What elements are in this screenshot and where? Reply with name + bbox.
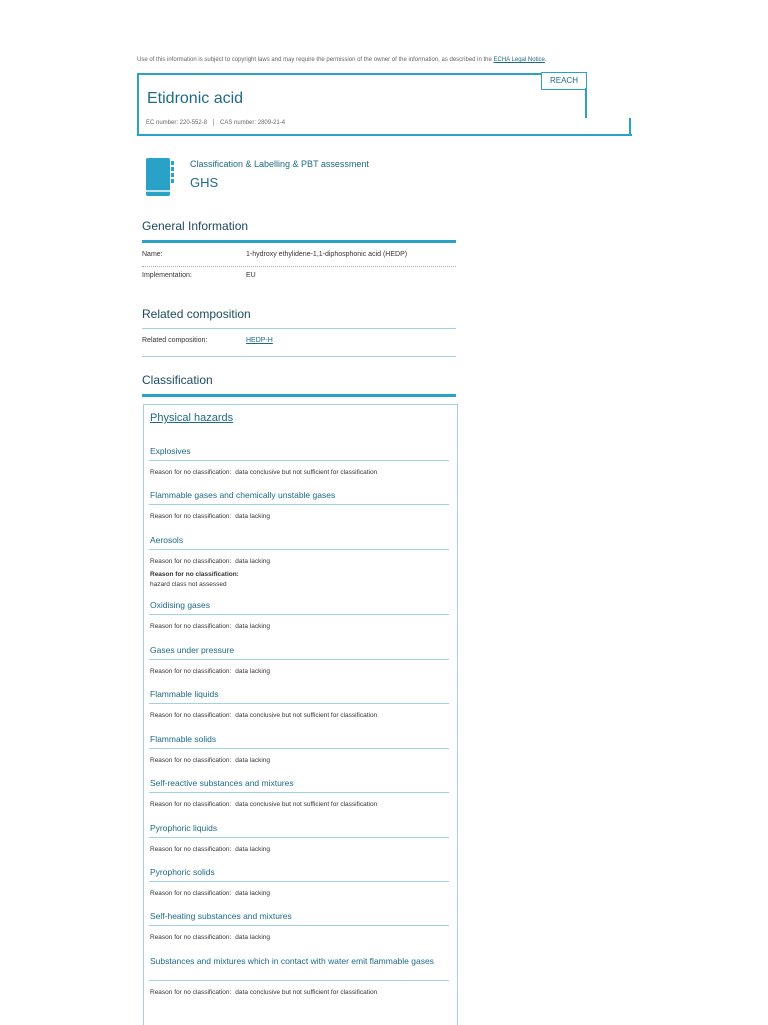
- related-composition-link[interactable]: HEDP-H: [246, 337, 273, 344]
- tab-connector-end: [629, 118, 631, 136]
- hazard-divider: [149, 460, 449, 461]
- extra-reason-label: Reason for no classification:: [150, 571, 239, 578]
- hazard-divider: [149, 980, 449, 981]
- notice-text: Use of this information is subject to copyright laws and may require the permission of the owner of the information, as described in the: [137, 57, 492, 63]
- hazard-reason: [150, 934, 270, 941]
- implementation-value: EU: [246, 272, 256, 279]
- reason-value: data conclusive but not sufficient for classification: [235, 712, 378, 719]
- hazard-reason: [150, 712, 377, 719]
- reason-value: data lacking: [235, 558, 270, 565]
- hazard-divider: [149, 614, 449, 615]
- hazard-reason: [150, 469, 377, 476]
- cas-number: CAS number: 2809-21-4: [220, 120, 286, 127]
- ec-number: EC number: 220-552-8: [146, 120, 208, 127]
- name-value: 1-hydroxy ethylidene-1,1-diphosphonic acid (HEDP): [246, 251, 408, 258]
- hazard-title: Explosives: [150, 446, 191, 456]
- hazard-reason: [150, 801, 377, 808]
- hazard-title: Flammable liquids: [150, 689, 219, 699]
- hazard-title: Flammable solids: [150, 734, 217, 744]
- hazard-reason: [150, 989, 377, 996]
- reason-label: Reason for no classification:: [150, 934, 232, 941]
- hazard-title: Pyrophoric solids: [150, 867, 215, 877]
- reason-value: data lacking: [235, 623, 270, 630]
- related-composition-label: Related composition:: [142, 337, 208, 344]
- hazard-reason: [150, 846, 270, 853]
- hazard-divider: [149, 925, 449, 926]
- reason-label: Reason for no classification:: [150, 712, 232, 719]
- section-rule: [142, 240, 456, 243]
- reason-label: Reason for no classification:: [150, 890, 232, 897]
- hazard-divider: [149, 504, 449, 505]
- reason-label: Reason for no classification:: [150, 623, 232, 630]
- tab-connector: [585, 88, 587, 118]
- classification-subtitle: Classification & Labelling & PBT assessment: [190, 159, 369, 169]
- hazard-title: Gases under pressure: [150, 645, 235, 655]
- row-divider: [142, 266, 456, 267]
- section-rule: [142, 356, 456, 357]
- classification-heading: Classification: [142, 373, 213, 387]
- hazard-reason: [150, 668, 270, 675]
- section-rule: [142, 328, 456, 329]
- hazard-divider: [149, 748, 449, 749]
- reason-label: Reason for no classification:: [150, 668, 232, 675]
- classification-title: GHS: [190, 175, 219, 190]
- related-composition-heading: Related composition: [142, 307, 251, 321]
- hazard-title: Substances and mixtures which in contact with water emit flammable gases: [150, 956, 434, 966]
- hazard-divider: [149, 549, 449, 550]
- reason-value: data conclusive but not sufficient for classification: [235, 469, 378, 476]
- hazard-divider: [149, 659, 449, 660]
- hazard-title: Pyrophoric liquids: [150, 823, 218, 833]
- hazard-divider: [149, 703, 449, 704]
- reason-label: Reason for no classification:: [150, 801, 232, 808]
- hazard-title: Self-heating substances and mixtures: [150, 911, 292, 921]
- hazard-reason: [150, 558, 270, 565]
- copyright-notice: [137, 57, 547, 63]
- notice-end: .: [544, 57, 547, 63]
- substance-title: Etidronic acid: [147, 90, 244, 107]
- hazard-title: Self-reactive substances and mixtures: [150, 778, 294, 788]
- reason-label: Reason for no classification:: [150, 989, 232, 996]
- implementation-label: Implementation:: [142, 272, 192, 279]
- hazard-title: Flammable gases and chemically unstable gases: [150, 490, 336, 500]
- hazard-title: Aerosols: [150, 535, 184, 545]
- hazard-reason: [150, 623, 270, 630]
- physical-hazards-link[interactable]: Physical hazards: [150, 412, 234, 424]
- general-information-heading: General Information: [142, 219, 249, 233]
- reason-value: data lacking: [235, 757, 270, 764]
- hazard-divider: [149, 881, 449, 882]
- reason-value: data conclusive but not sufficient for classification: [235, 989, 378, 996]
- reach-tab[interactable]: REACH: [541, 72, 587, 90]
- reason-label: Reason for no classification:: [150, 757, 232, 764]
- hazard-reason: [150, 890, 270, 897]
- name-label: Name:: [142, 251, 163, 258]
- legal-notice-link[interactable]: ECHA Legal Notice: [493, 57, 545, 63]
- hazard-divider: [149, 792, 449, 793]
- substance-identifiers: [146, 119, 285, 126]
- reason-label: Reason for no classification:: [150, 846, 232, 853]
- hazard-reason: [150, 513, 270, 520]
- section-rule: [142, 394, 456, 397]
- reason-value: data lacking: [235, 513, 270, 520]
- reason-label: Reason for no classification:: [150, 513, 232, 520]
- document-icon: [146, 158, 174, 196]
- reason-value: data conclusive but not sufficient for classification: [235, 801, 378, 808]
- reason-label: Reason for no classification:: [150, 558, 232, 565]
- reason-value: data lacking: [235, 934, 270, 941]
- reason-value: data lacking: [235, 846, 270, 853]
- hazard-divider: [149, 837, 449, 838]
- reason-label: Reason for no classification:: [150, 469, 232, 476]
- hazard-reason: [150, 757, 270, 764]
- reason-value: data lacking: [235, 890, 270, 897]
- hazard-title: Oxidising gases: [150, 600, 211, 610]
- id-separator: [213, 119, 214, 126]
- reason-value: data lacking: [235, 668, 270, 675]
- extra-reason-value: hazard class not assessed: [150, 581, 227, 588]
